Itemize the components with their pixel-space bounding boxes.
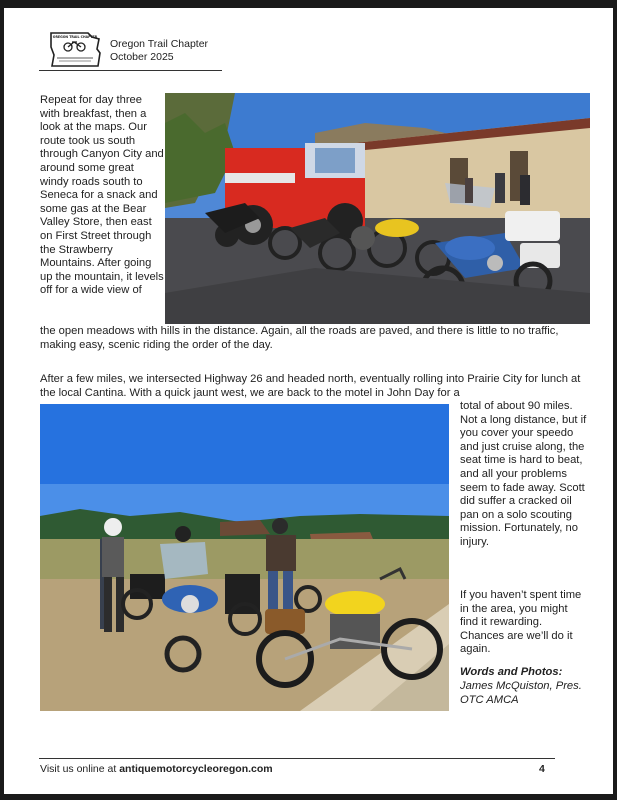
website-link[interactable]: antiquemotorcycleoregon.com — [119, 763, 273, 775]
footer-divider — [39, 758, 555, 759]
header-title — [110, 38, 208, 64]
article-paragraph-2-side: total of about 90 miles. Not a long distance, but if you cover your speedo and just cruise along, the seat time is hard to beat, and all your problems seem to fade away. Scott did suffer a cracked oil pan on a solo scouting mission. Fortunately, no injury. — [460, 400, 587, 548]
article-paragraph-3: If you haven’t spent time in the area, you might find it rewarding. Chances are we’ll do it again. — [460, 589, 582, 656]
article-paragraph-1-top: Repeat for day three with breakfast, then a look at the maps. Our route took us south through Canyon City and around some great windy roads south to Seneca for a snack and some gas at the Bear Valley Store, then east on First Street through the Strawberry Mountains. After going up the mountain, it levels off for a wide view of — [40, 94, 164, 297]
header-divider — [39, 70, 222, 71]
issue-date: October 2025 — [110, 51, 174, 63]
photo-riders-in-meadow — [40, 404, 449, 711]
chapter-logo — [48, 29, 102, 69]
photo-motorcycles-at-motel — [165, 93, 590, 324]
article-paragraph-1-bottom: the open meadows with hills in the distance. Again, all the roads are paved, and there is little to no traffic, making easy, scenic riding the order of the day. — [40, 325, 559, 351]
credit-author: James McQuiston, Pres. OTC AMCA — [460, 680, 582, 706]
footer-visit — [40, 763, 273, 775]
chapter-name: Oregon Trail Chapter — [110, 38, 209, 50]
footer-visit-label: Visit us online at — [40, 763, 120, 775]
credit-heading: Words and Photos: — [460, 666, 563, 678]
newsletter-page — [4, 8, 613, 794]
page-number: 4 — [539, 763, 545, 775]
logo-text: OREGON TRAIL CHAPTER — [52, 35, 98, 39]
article-paragraph-2-top: After a few miles, we intersected Highway 26 and headed north, eventually rolling into Prairie City for lunch at the local Cantina. With a quick jaunt west, we are back to the motel in John Day for a — [40, 373, 581, 399]
